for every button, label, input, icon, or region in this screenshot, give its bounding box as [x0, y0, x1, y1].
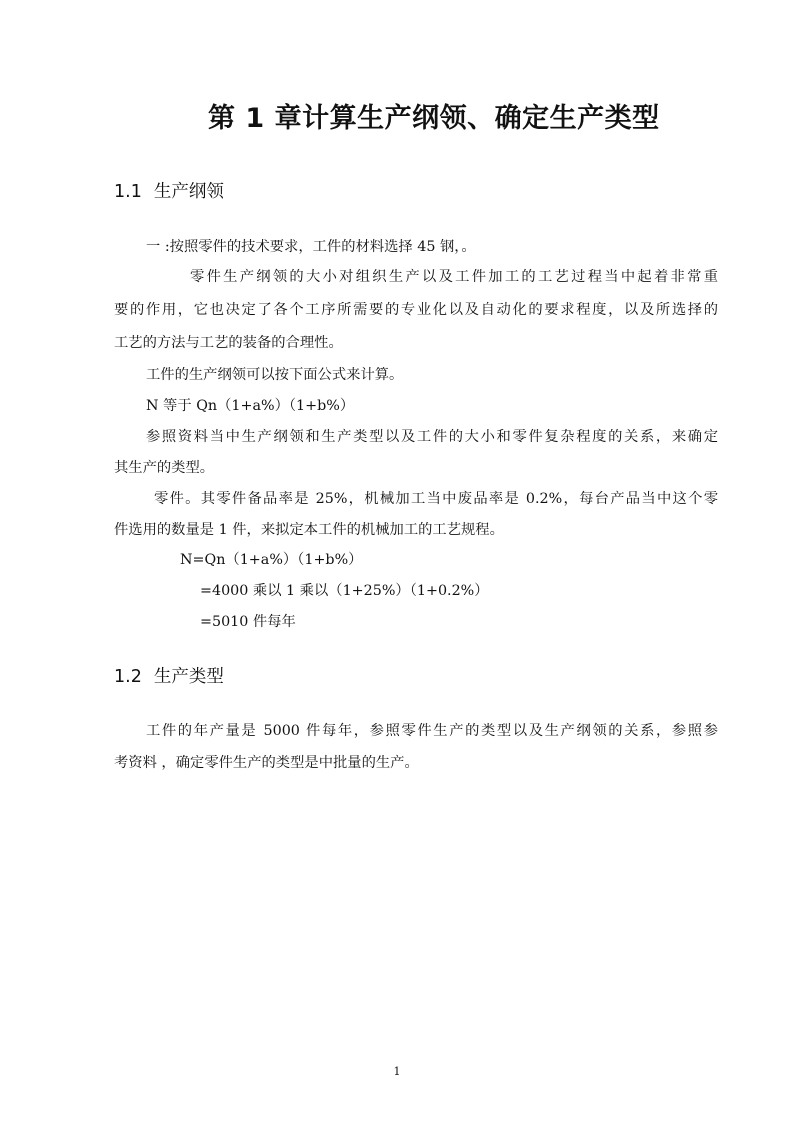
section-number: 1.2	[114, 667, 142, 687]
calculation-line: =5010 件每年	[200, 614, 296, 630]
section-heading-1-2	[114, 663, 224, 688]
paragraph-line: 工件的年产量是 5000 件每年，参照零件生产的类型以及生产纲领的关系，参照参	[146, 723, 718, 739]
page-number: 1	[393, 1065, 401, 1078]
calculation-line: N=Qn（1+a%）（1+b%）	[180, 552, 363, 568]
paragraph-line: 零件。其零件备品率是 25%，机械加工当中废品率是 0.2%，每台产品当中这个零	[154, 491, 718, 507]
paragraph-line: 工艺的方法与工艺的装备的合理性。	[114, 335, 343, 351]
paragraph-line: 件选用的数量是 1 件，来拟定本工件的机械加工的工艺规程。	[114, 522, 504, 538]
formula-line: N 等于 Qn（1+a%）（1+b%）	[146, 398, 355, 414]
intro-line: 一 :按照零件的技术要求，工件的材料选择 45 钢，。	[146, 239, 476, 255]
paragraph-line: 零件生产纲领的大小对组织生产以及工件加工的工艺过程当中起着非常重	[190, 269, 718, 285]
paragraph-line: 考资料 ，确定零件生产的类型是中批量的生产。	[114, 755, 419, 771]
paragraph-line: 参照资料当中生产纲领和生产类型以及工件的大小和零件复杂程度的关系，来确定	[146, 429, 718, 445]
paragraph-line: 其生产的类型。	[114, 460, 215, 476]
paragraph-line: 要的作用，它也决定了各个工序所需要的专业化以及自动化的要求程度，以及所选择的	[114, 302, 718, 318]
section-title: 生产纲领	[153, 182, 224, 202]
calculation-line: =4000 乘以 1 乘以（1+25%）（1+0.2%）	[200, 583, 489, 599]
section-heading-1-1	[114, 178, 224, 203]
section-number: 1.1	[114, 182, 142, 202]
paragraph-line: 工件的生产纲领可以按下面公式来计算。	[146, 367, 404, 383]
chapter-title: 第 1 章计算生产纲领、确定生产类型	[208, 103, 660, 134]
section-title: 生产类型	[153, 667, 224, 687]
